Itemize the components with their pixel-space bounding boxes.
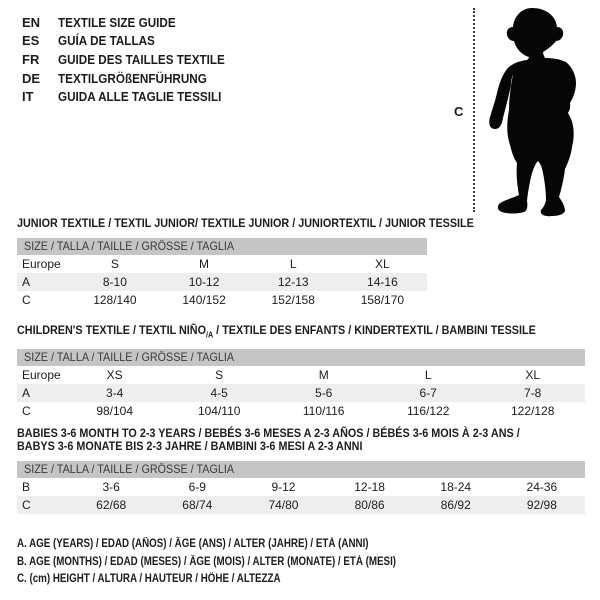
size-cell: M xyxy=(318,368,329,383)
table-row xyxy=(17,255,427,273)
size-cell: 5-6 xyxy=(315,386,333,401)
row-label: A xyxy=(22,275,31,289)
language-row-it xyxy=(22,87,243,106)
size-cell: 3-4 xyxy=(106,386,124,401)
row-label: C xyxy=(22,498,31,512)
language-code: FR xyxy=(22,51,40,67)
size-table-junior xyxy=(17,216,474,309)
size-cell: 68/74 xyxy=(182,498,213,512)
size-cell: XS xyxy=(106,368,123,383)
row-label: A xyxy=(22,386,31,401)
table-row xyxy=(17,478,585,496)
language-row-de xyxy=(22,69,243,88)
size-header-bar: SIZE / TALLA / TAILLE / GRÖSSE / TAGLIA xyxy=(17,349,585,366)
size-cell: 12-18 xyxy=(354,480,385,494)
size-cell: S xyxy=(110,257,119,271)
size-cell: 116/122 xyxy=(406,404,450,419)
row-label: B xyxy=(22,480,31,494)
size-cell: 7-8 xyxy=(524,386,542,401)
language-title: GUIDA ALLE TAGLIE TESSILI xyxy=(58,89,222,105)
baby-silhouette-icon xyxy=(472,3,598,218)
size-cell: 92/98 xyxy=(526,498,557,512)
footnote-height: C. (cm) HEIGHT / ALTURA / HAUTEUR / HÖHE / ALTEZZA xyxy=(17,573,281,585)
row-label: C xyxy=(22,293,31,307)
table-row xyxy=(17,402,585,420)
size-cell: 18-24 xyxy=(440,480,472,494)
size-cell: 6-9 xyxy=(188,480,206,494)
size-cell: 122/128 xyxy=(510,404,555,419)
size-cell: 80/86 xyxy=(354,498,385,512)
table-title: JUNIOR TEXTILE / TEXTIL JUNIOR/ TEXTILE JUNIOR / JUNIORTEXTIL / JUNIOR TESSILE xyxy=(17,216,474,230)
table-rows xyxy=(17,478,585,514)
size-cell: 6-7 xyxy=(419,386,437,401)
size-header-bar: SIZE / TALLA / TAILLE / GRÖSSE / TAGLIA xyxy=(17,461,585,478)
size-cell: 12-13 xyxy=(277,275,309,289)
size-cell: 10-12 xyxy=(188,275,220,289)
language-title: GUIDE DES TAILLES TEXTILE xyxy=(58,51,225,67)
size-cell: S xyxy=(215,368,224,383)
table-rows xyxy=(17,366,585,420)
footnote-age-months: B. AGE (MONTHS) / EDAD (MESES) / ÂGE (MOIS) / ALTER (MONATE) / ETÀ (MESI) xyxy=(17,555,397,568)
size-cell: 140/152 xyxy=(182,293,226,307)
size-cell: 24-36 xyxy=(526,480,558,494)
row-label: Europe xyxy=(22,257,61,271)
size-cell: XL xyxy=(525,368,541,383)
size-cell: 152/158 xyxy=(271,293,315,307)
size-cell: 3-6 xyxy=(102,480,120,494)
size-cell: 74/80 xyxy=(268,498,299,512)
size-cell: L xyxy=(424,368,432,383)
size-cell: 128/140 xyxy=(93,293,137,307)
language-code: IT xyxy=(22,89,34,105)
table-title: CHILDREN'S TEXTILE / TEXTIL $NIÑO_{/A}$ / TEXTILE DES ENFANTS / KINDERTEXTIL / BAMBINI TESSILE xyxy=(17,323,536,340)
language-code: EN xyxy=(22,14,41,30)
table-row xyxy=(17,366,585,384)
table-row xyxy=(17,384,585,402)
language-row-es xyxy=(22,32,243,51)
language-row-fr xyxy=(22,50,243,69)
size-cell: 9-12 xyxy=(271,480,296,494)
size-cell: 8-10 xyxy=(102,275,127,289)
language-code: ES xyxy=(22,33,40,49)
size-header-bar: SIZE / TALLA / TAILLE / GRÖSSE / TAGLIA xyxy=(17,238,427,255)
size-cell: 110/116 xyxy=(302,404,345,419)
height-measure-label: C xyxy=(454,104,464,119)
size-cell: L xyxy=(289,257,297,271)
row-label: C xyxy=(22,404,31,419)
footnote-age-years: A. AGE (YEARS) / EDAD (AÑOS) / ÂGE (ANS) / ALTER (JAHRE) / ETÀ (ANNI) xyxy=(17,538,369,550)
size-cell: 4-5 xyxy=(210,386,228,401)
size-cell: 86/92 xyxy=(440,498,471,512)
language-title: TEXTILE SIZE GUIDE xyxy=(58,14,176,30)
size-table-children xyxy=(17,324,585,420)
size-table-babies xyxy=(17,427,585,514)
size-cell: M xyxy=(199,257,210,271)
size-cell: 14-16 xyxy=(367,275,398,289)
size-cell: 104/110 xyxy=(197,404,241,419)
size-cell: 158/170 xyxy=(360,293,405,307)
table-rows xyxy=(17,255,427,309)
language-code: DE xyxy=(22,70,41,86)
size-cell: 98/104 xyxy=(96,404,134,419)
title-subscript: /A xyxy=(205,330,214,340)
size-cell: 62/68 xyxy=(96,498,127,512)
language-header xyxy=(22,13,243,106)
footnotes xyxy=(17,536,463,589)
table-row xyxy=(17,496,585,514)
language-row-en xyxy=(22,13,243,32)
language-title: GUÍA DE TALLAS xyxy=(58,33,155,49)
table-row xyxy=(17,291,427,309)
table-row xyxy=(17,273,427,291)
language-title: TEXTILGRÖßENFÜHRUNG xyxy=(58,70,207,86)
size-cell: XL xyxy=(375,257,390,271)
row-label: Europe xyxy=(22,368,61,383)
table-title: BABIES 3-6 MONTH TO 2-3 YEARS / BEBÉS 3-6 MESES A 2-3 AÑOS / BÉBÉS 3-6 MOIS À 2-3 ANS / BABYS 3-6 MONATE BIS 2-3 JAHRE / BAMBINI 3-6 MESI A 2-3 ANNI xyxy=(17,426,520,453)
